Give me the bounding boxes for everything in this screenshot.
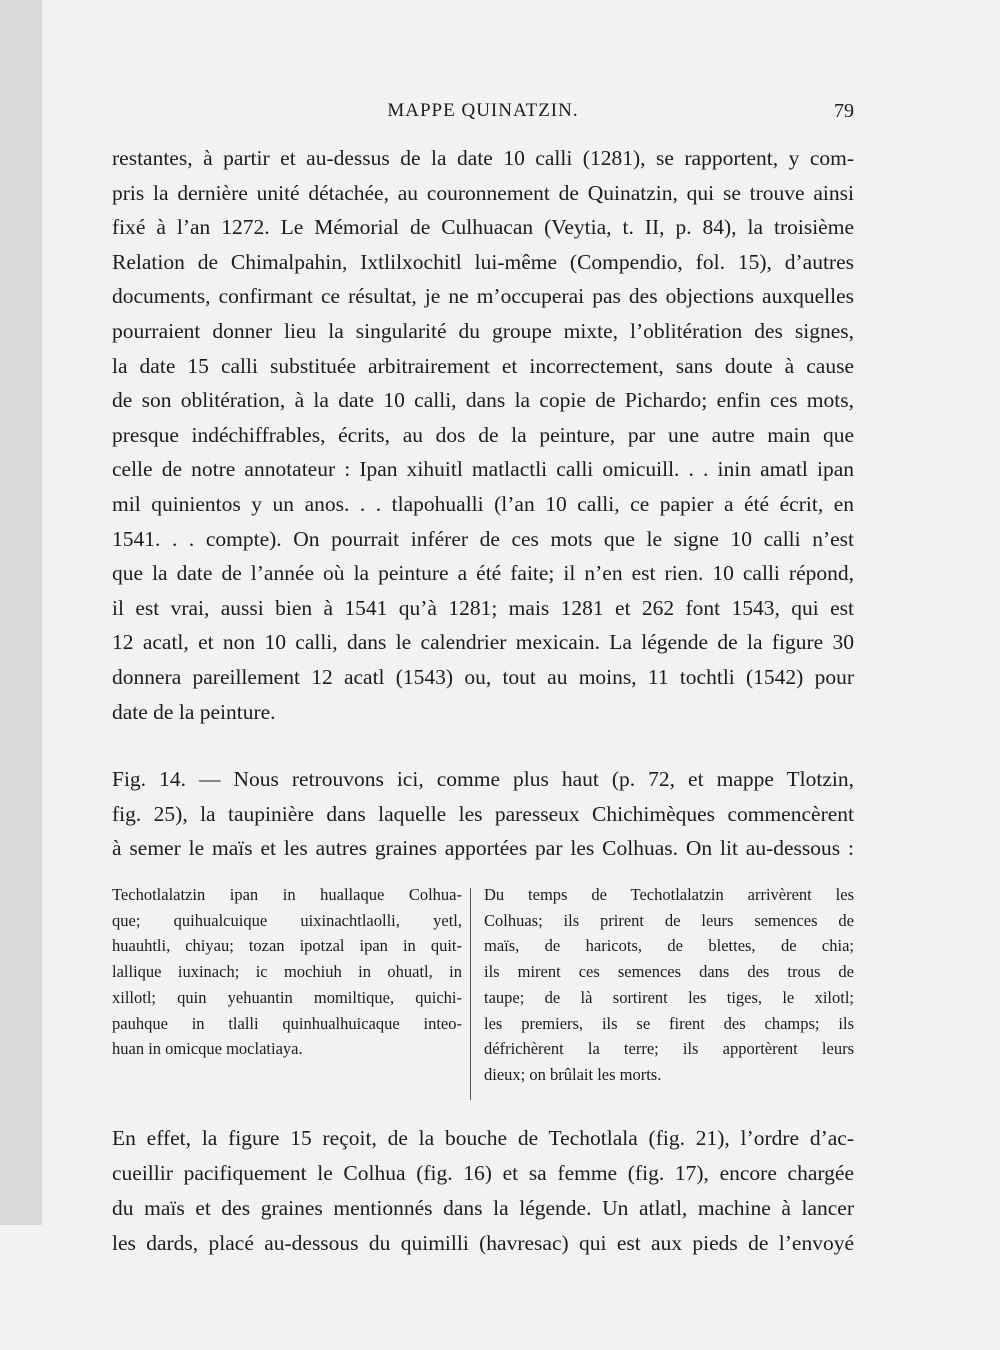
text-line: date de la peinture. [112,699,276,724]
text-line: du maïs et des graines mentionnés dans la légende. Un atlatl, machine à lancer [112,1196,854,1220]
text-line: celle de notre annotateur : Ipan xihuitl matlactli calli omicuill. . . inin amatl ipan [112,457,854,482]
text-line: 1541. . . compte). On pourrait inférer de ces mots que le signe 10 calli n’est [112,526,854,551]
text-line: que la date de l’année où la peinture a été faite; il n’en est rien. 10 calli répond, [112,561,854,586]
text-line: fig. 25), la taupinière dans laquelle les paresseux Chichimèques commencèrent [112,801,854,826]
text-line: restantes, à partir et au-dessus de la date 10 calli (1281), se rapportent, y com- [112,146,854,170]
quote-line: ils mirent ces semences dans des trous de [484,962,854,982]
text-line: cueillir pacifiquement le Colhua (fig. 16) et sa femme (fig. 17), encore chargée [112,1161,854,1185]
paragraph-2 [112,762,854,866]
quote-line: xillotl; quin yehuantin momiltique, quichi- [112,987,462,1007]
page-number: 79 [834,100,854,122]
quote-nahuatl [112,882,462,1062]
text-line: à semer le maïs et les autres graines apportées par les Colhuas. On lit au-dessous : [112,836,854,861]
text-line: fixé à l’an 1272. Le Mémorial de Culhuacan (Veytia, t. II, p. 84), la troisième [112,215,854,240]
quote-line: taupe; de là sortirent les tiges, le xilotl; [484,987,854,1007]
text-line: pris la dernière unité détachée, au couronnement de Quinatzin, qui se trouve ainsi [112,180,854,205]
text-line: mil quinientos y un anos. . . tlapohualli (l’an 10 calli, ce papier a été écrit, en [112,491,854,516]
quote-line: les premiers, ils se firent des champs; ils [484,1013,854,1033]
text-line: pourraient donner lieu la singularité du groupe mixte, l’oblitération des signes, [112,318,854,343]
main-text [112,141,854,866]
column-divider [470,888,471,1100]
running-header [112,100,854,132]
text-line: presque indéchiffrables, écrits, au dos de la peinture, par une autre main que [112,422,854,447]
text-line: donnera pareillement 12 acatl (1543) ou, tout au moins, 11 tochtli (1542) pour [112,664,854,689]
text-line: Fig. 14. — Nous retrouvons ici, comme plus haut (p. 72, et mappe Tlotzin, [112,767,854,792]
quote-line: Colhuas; ils prirent de leurs semences de [484,910,854,930]
quote-line: Du temps de Techotlalatzin arrivèrent les [484,885,854,904]
quote-line: pauhque in tlalli quinhualhuicaque inteo- [112,1013,462,1033]
quote-line: dieux; on brûlait les morts. [484,1064,662,1084]
quote-french [484,882,854,1088]
bilingual-quote [112,882,854,1104]
text-line: 12 acatl, et non 10 calli, dans le calendrier mexicain. La légende de la figure 30 [112,630,854,655]
text-line: documents, confirmant ce résultat, je ne m’occuperai pas des objections auxquelles [112,284,854,309]
quote-line: que; quihualcuique uixinachtlaolli, yetl, [112,910,462,930]
quote-line: lallique iuxinach; ic mochiuh in ohuatl, in [112,962,462,982]
scan-margin-band [0,0,42,1225]
text-line: Relation de Chimalpahin, Ixtlilxochitl lui-même (Compendio, fol. 15), d’autres [112,249,854,274]
quote-line: huauhtli, chiyau; tozan ipotzal ipan in quit- [112,936,462,956]
running-title: MAPPE QUINATZIN. [387,100,579,121]
text-line: les dards, placé au-dessous du quimilli (havresac) qui est aux pieds de l’envoyé [112,1231,854,1255]
text-line: la date 15 calli substituée arbitrairement et incorrectement, sans doute à cause [112,353,854,378]
text-line: En effet, la figure 15 reçoit, de la bouche de Techotlala (fig. 21), l’ordre d’ac- [112,1126,854,1150]
paragraph-1 [112,141,854,729]
text-line: il est vrai, aussi bien à 1541 qu’à 1281; mais 1281 et 262 font 1543, qui est [112,595,854,620]
quote-line: huan in omicque moclatiaya. [112,1039,303,1059]
quote-line: Techotlalatzin ipan in huallaque Colhua- [112,885,462,904]
text-line: de son oblitération, à la date 10 calli, dans la copie de Pichardo; enfin ces mots, [112,388,854,413]
quote-line: maïs, de haricots, de blettes, de chia; [484,936,854,956]
quote-line: défrichèrent la terre; ils apportèrent leurs [484,1039,854,1059]
paragraph-3 [112,1121,854,1261]
